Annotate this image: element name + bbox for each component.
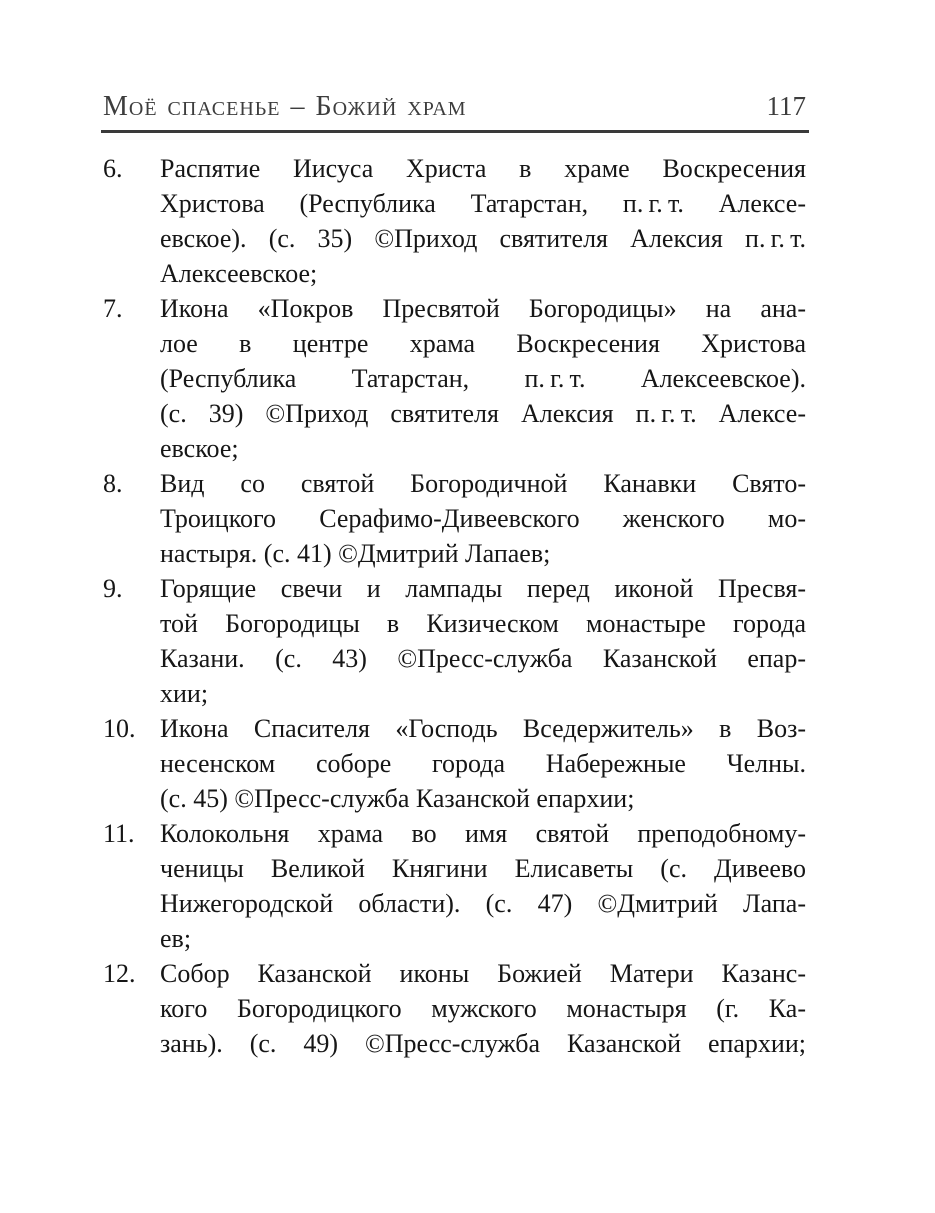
text-line: Христова (Республика Татарстан, п. г. т. Алексе- bbox=[160, 189, 806, 218]
item-number: 6. bbox=[103, 154, 123, 183]
text-line: Колокольня храма во имя святой преподобному- bbox=[160, 819, 806, 848]
header-divider bbox=[101, 130, 809, 133]
photo-credits-list bbox=[103, 151, 806, 1061]
text-line: Икона «Покров Пресвятой Богородицы» на ана- bbox=[160, 294, 806, 323]
text-line: Алексеевское; bbox=[160, 259, 318, 288]
list-item bbox=[103, 711, 806, 816]
text-line: той Богородицы в Кизическом монастыре города bbox=[160, 609, 806, 638]
item-text bbox=[160, 711, 806, 816]
item-text bbox=[160, 816, 806, 956]
item-text bbox=[160, 956, 806, 1061]
text-line: Нижегородской области). (с. 47) ©Дмитрий Лапа- bbox=[160, 889, 806, 918]
list-item bbox=[103, 571, 806, 711]
text-line: кого Богородицкого мужского монастыря (г. Ка- bbox=[160, 994, 806, 1023]
list-item bbox=[103, 816, 806, 956]
text-line: ев; bbox=[160, 924, 192, 953]
text-line: Вид со святой Богородичной Канавки Свято- bbox=[160, 469, 806, 498]
list-item bbox=[103, 956, 806, 1061]
text-line: евское). (с. 35) ©Приход святителя Алексия п. г. т. bbox=[160, 224, 806, 253]
text-line: (Республика Татарстан, п. г. т. Алексеевское). bbox=[160, 364, 806, 393]
item-number: 7. bbox=[103, 294, 123, 323]
text-line: зань). (с. 49) ©Пресс-служба Казанской епархии; bbox=[160, 1029, 806, 1058]
list-item bbox=[103, 291, 806, 466]
item-text bbox=[160, 151, 806, 291]
item-number: 8. bbox=[103, 469, 123, 498]
text-line: Икона Спасителя «Господь Вседержитель» в Воз- bbox=[160, 714, 806, 743]
item-number: 11. bbox=[103, 819, 135, 848]
text-line: (с. 39) ©Приход святителя Алексия п. г. т. Алексе- bbox=[160, 399, 806, 428]
text-line: Троицкого Серафимо-Дивеевского женского мо- bbox=[160, 504, 806, 533]
page-title: Моё спасенье – Божий храм bbox=[103, 91, 467, 122]
text-line: Собор Казанской иконы Божией Матери Казанс- bbox=[160, 959, 806, 988]
text-line: Казани. (с. 43) ©Пресс-служба Казанской епар- bbox=[160, 644, 806, 673]
text-line: Распятие Иисуса Христа в храме Воскресения bbox=[160, 154, 806, 183]
item-number: 9. bbox=[103, 574, 123, 603]
item-text bbox=[160, 571, 806, 711]
item-number: 10. bbox=[103, 714, 136, 743]
list-item bbox=[103, 151, 806, 291]
text-line: (с. 45) ©Пресс-служба Казанской епархии; bbox=[160, 784, 635, 813]
text-line: настыря. (с. 41) ©Дмитрий Лапаев; bbox=[160, 539, 551, 568]
item-text bbox=[160, 291, 806, 466]
text-line: Горящие свечи и лампады перед иконой Пресвя- bbox=[160, 574, 806, 603]
text-line: ченицы Великой Княгини Елисаветы (с. Дивеево bbox=[160, 854, 806, 883]
text-line: лое в центре храма Воскресения Христова bbox=[160, 329, 806, 358]
page-number: 117 bbox=[766, 91, 806, 121]
list-item bbox=[103, 466, 806, 571]
item-number: 12. bbox=[103, 959, 136, 988]
running-header bbox=[103, 93, 806, 121]
text-line: несенском соборе города Набережные Челны. bbox=[160, 749, 806, 778]
item-text bbox=[160, 466, 806, 571]
text-line: хии; bbox=[160, 679, 209, 708]
text-line: евское; bbox=[160, 434, 239, 463]
